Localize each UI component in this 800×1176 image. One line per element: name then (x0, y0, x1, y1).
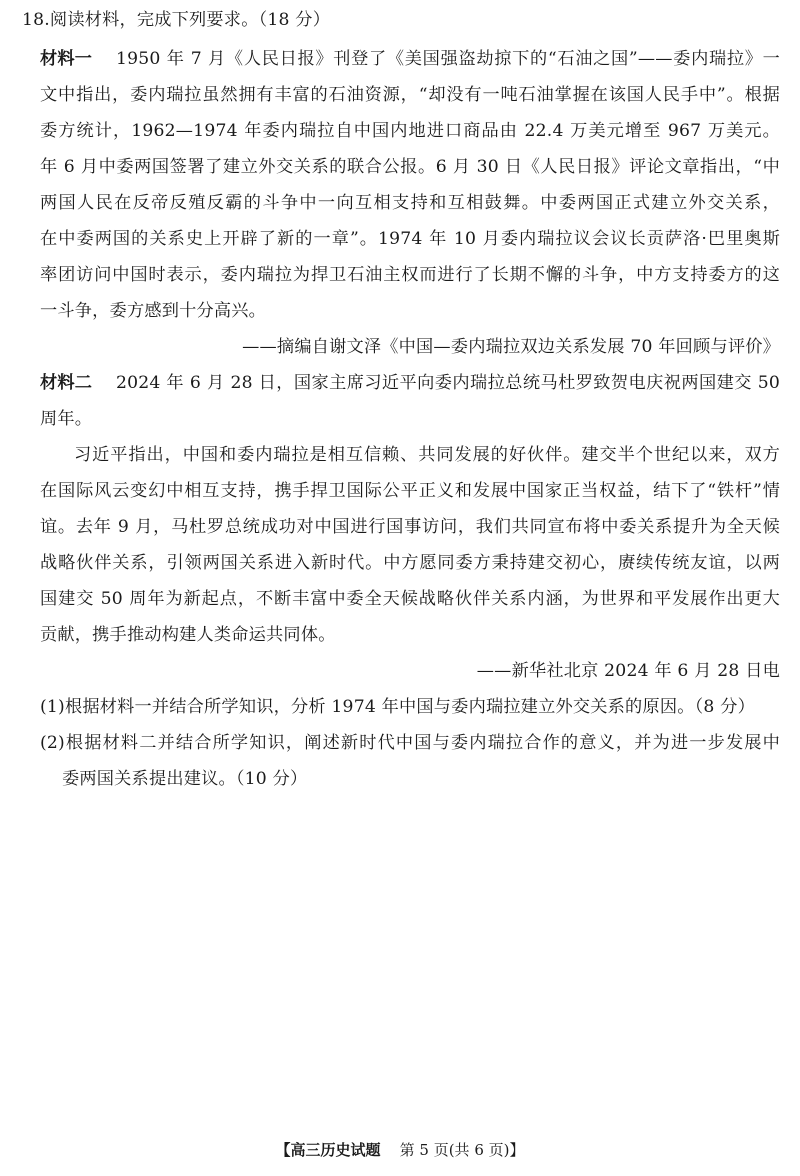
footer-exam-title: 【高三历史试题 (275, 1141, 381, 1159)
material1-line: 1950 年 7 月《人民日报》刊登了《美国强盗劫掠下的“石油之国”——委内瑞拉》一 (116, 49, 780, 69)
footer-page-number: 第 5 页(共 6 页)】 (399, 1141, 525, 1159)
material1-line: 两国人民在反帝反殖反霸的斗争中一向互相支持和互相鼓舞。中委两国正式建立外交关系， (40, 193, 780, 213)
material2-label: 材料二 (40, 373, 93, 393)
material1-line: 一斗争，委方感到十分高兴。 (40, 301, 267, 321)
material2-line: 习近平指出，中国和委内瑞拉是相互信赖、共同发展的好伙伴。建交半个世纪以来，双方 (74, 445, 780, 465)
material2-line: 战略伙伴关系，引领两国关系进入新时代。中方愿同委方秉持建交初心，赓续传统友谊，以两 (40, 553, 780, 573)
material2-line: 谊。去年 9 月，马杜罗总统成功对中国进行国事访问，我们共同宣布将中委关系提升为全天候 (40, 517, 780, 537)
material1-label: 材料一 (40, 49, 93, 69)
material1-line: 委方统计，1962—1974 年委内瑞拉自中国内地进口商品由 22.4 万美元增至 967 万美元。 (40, 121, 780, 141)
page-footer (0, 1140, 800, 1160)
material1-line: 文中指出，委内瑞拉虽然拥有丰富的石油资源，“却没有一吨石油掌握在该国人民手中”。根据 (40, 85, 780, 105)
material2-line: 在国际风云变幻中相互支持，携手捍卫国际公平正义和发展中国家正当权益，结下了“铁杆”情 (40, 481, 780, 501)
material2-line: 2024 年 6 月 28 日，国家主席习近平向委内瑞拉总统马杜罗致贺电庆祝两国建交 50 (116, 373, 780, 393)
requirement-2: (2)根据材料二并结合所学知识，阐述新时代中国与委内瑞拉合作的意义，并为进一步发展中 (40, 733, 780, 753)
material1-line: 率团访问中国时表示，委内瑞拉为捍卫石油主权而进行了长期不懈的斗争，中方支持委方的这 (40, 265, 780, 285)
material1-source: ——摘编自谢文泽《中国—委内瑞拉双边关系发展 70 年回顾与评价》 (242, 337, 780, 357)
material2-line: 周年。 (40, 409, 93, 429)
material2-line: 贡献，携手推动构建人类命运共同体。 (40, 625, 336, 645)
material2-source: ——新华社北京 2024 年 6 月 28 日电 (476, 661, 780, 681)
material2-line: 国建交 50 周年为新起点，不断丰富中委全天候战略伙伴关系内涵，为世界和平发展作出更大 (40, 589, 780, 609)
requirement-1: (1)根据材料一并结合所学知识，分析 1974 年中国与委内瑞拉建立外交关系的原因。（8 分） (40, 697, 755, 717)
material1-line: 年 6 月中委两国签署了建立外交关系的联合公报。6 月 30 日《人民日报》评论文章指出，“中 (40, 157, 780, 177)
requirement-2-continued: 委两国关系提出建议。（10 分） (62, 769, 308, 789)
material1-line: 在中委两国的关系史上开辟了新的一章”。1974 年 10 月委内瑞拉议会议长贡萨洛·巴里奥斯 (40, 229, 780, 249)
question-title: 18.阅读材料，完成下列要求。（18 分） (22, 10, 331, 30)
